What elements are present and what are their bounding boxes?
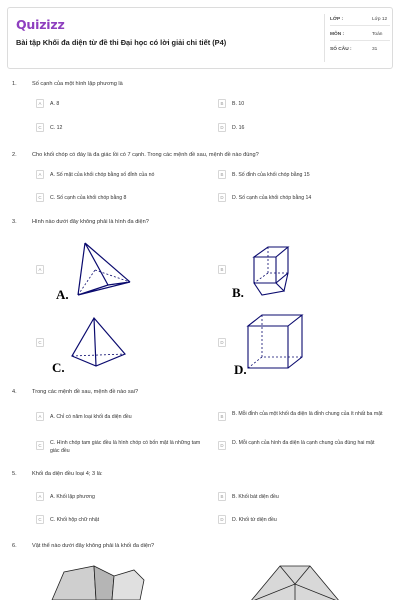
figure-a-pyramid <box>50 240 140 302</box>
meta-divider <box>330 25 390 26</box>
header-divider <box>324 14 325 62</box>
figure-b-label: B. <box>232 285 244 300</box>
figure-d-label: D. <box>234 362 247 377</box>
figure-c-tetrahedron <box>50 316 140 376</box>
figure-q6-a <box>44 562 154 600</box>
figure-b-house <box>232 243 312 301</box>
figure-d-cube <box>232 312 312 376</box>
option-d-marker[interactable]: D <box>218 338 226 347</box>
worksheet-header: Quizizz Bài tập Khối đa diện từ đề thi Đại học có lời giải chi tiết (P4) LỚP : Lớp 12 MÔN : Toán SỐ CÂU : 31 <box>7 7 393 69</box>
figure-q6-b <box>240 562 350 600</box>
quizizz-logo: Quizizz <box>16 17 65 32</box>
figure-a-label: A. <box>56 287 69 302</box>
option-a-marker[interactable]: A <box>36 265 44 274</box>
option-c-marker[interactable]: C <box>36 338 44 347</box>
meta-divider <box>330 40 390 41</box>
option-b-marker[interactable]: B <box>218 265 226 274</box>
document-title: Bài tập Khối đa diện từ đề thi Đại học có lời giải chi tiết (P4) <box>16 38 227 47</box>
figure-c-label: C. <box>52 360 65 375</box>
